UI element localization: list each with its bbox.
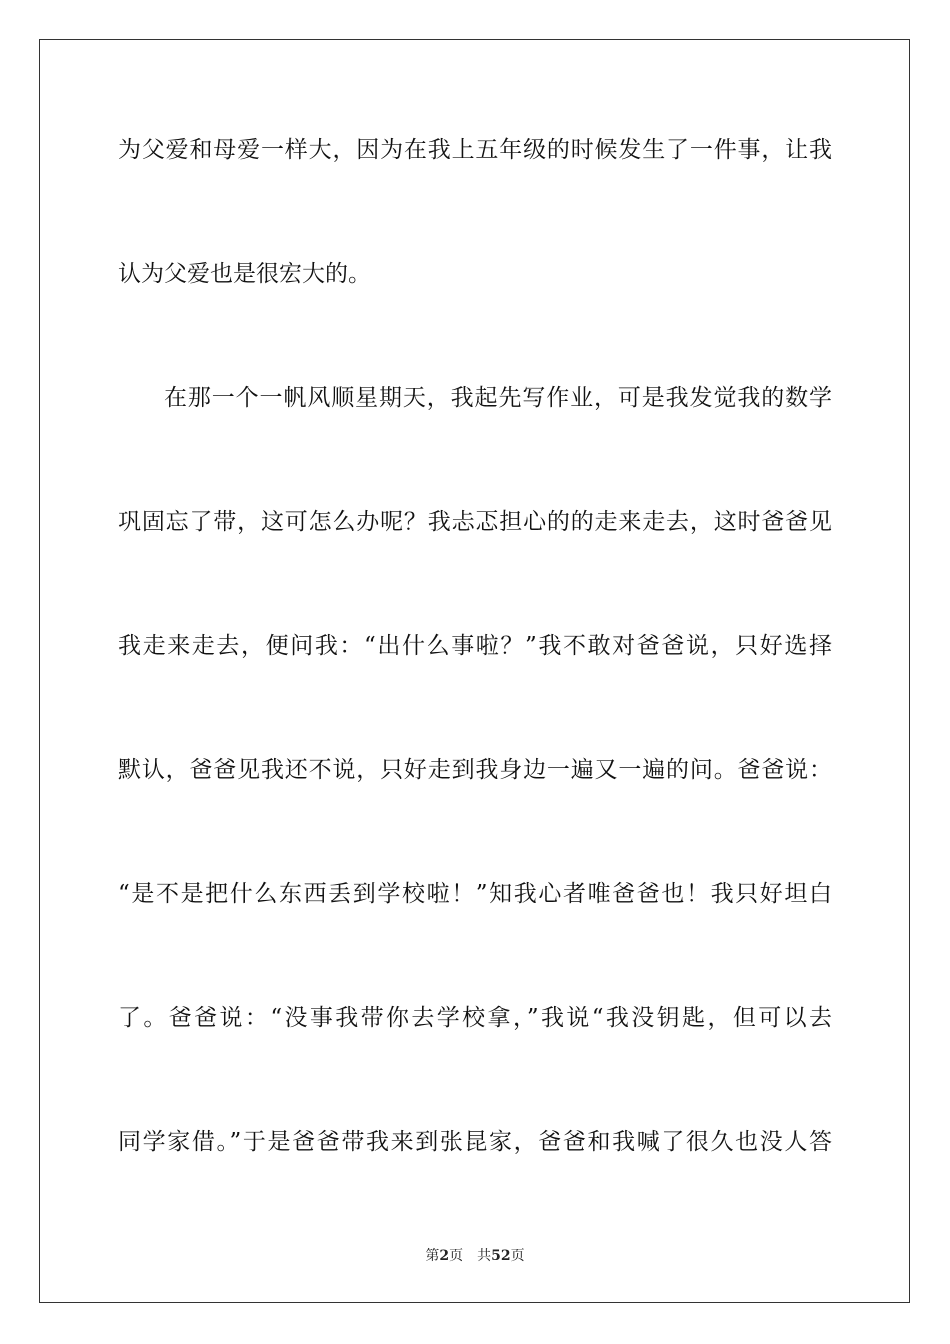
page-suffix: 页: [449, 1248, 464, 1264]
total-suffix: 页: [510, 1248, 525, 1264]
text-line-9: 同学家借。”于是爸爸带我来到张昆家，爸爸和我喊了很久也没人答: [118, 1129, 832, 1155]
page-footer: [0, 1247, 950, 1265]
text-line-7: “是不是把什么东西丢到学校啦！”知我心者唯爸爸也！我只好坦白: [118, 881, 832, 907]
page-border: [39, 39, 910, 1303]
page-prefix: 第: [425, 1248, 440, 1264]
total-prefix: 共: [477, 1248, 492, 1264]
page-number: 2: [439, 1248, 450, 1264]
text-line-6: 默认，爸爸见我还不说，只好走到我身边一遍又一遍的问。爸爸说：: [118, 757, 832, 783]
total-pages: 52: [491, 1248, 511, 1264]
text-line-1: 为父爱和母爱一样大，因为在我上五年级的时候发生了一件事，让我: [118, 137, 832, 163]
text-line-2: 认为父爱也是很宏大的。: [118, 261, 371, 287]
text-line-3: 在那一个一帆风顺星期天，我起先写作业，可是我发觉我的数学: [164, 385, 832, 411]
text-line-4: 巩固忘了带，这可怎么办呢？我忐忑担心的的走来走去，这时爸爸见: [118, 509, 832, 535]
text-line-8: 了。爸爸说：“没事我带你去学校拿，”我说“我没钥匙，但可以去: [118, 1005, 832, 1031]
text-line-5: 我走来走去，便问我：“出什么事啦？”我不敢对爸爸说，只好选择: [118, 633, 832, 659]
